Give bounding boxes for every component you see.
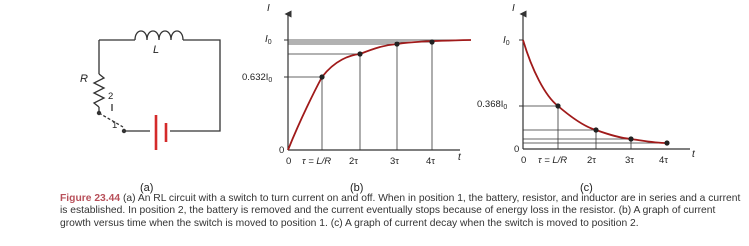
growth-point-1t: [319, 74, 324, 79]
decay-x-tick-2: 2τ: [587, 155, 597, 166]
growth-x-tick-3: 3τ: [390, 156, 400, 167]
growth-x-tick-2: 2τ: [349, 156, 359, 167]
decay-x-tick-0: 0: [521, 155, 527, 166]
growth-curve: [288, 40, 471, 150]
decay-y-axis-label: I: [512, 3, 515, 14]
decay-x-axis-label: t: [692, 149, 695, 160]
decay-guides: [523, 106, 667, 149]
graph-growth: [242, 3, 471, 194]
resistor-label: R: [80, 73, 88, 85]
inductor-coil: [135, 31, 183, 40]
growth-x-tick-4: 4τ: [426, 156, 436, 167]
growth-y-tick-zero: 0: [279, 145, 285, 156]
decay-x-tick-4: 4τ: [659, 155, 669, 166]
growth-y-tick-top: $I_0$: [265, 34, 272, 46]
growth-x-tick-1: τ = L/R: [302, 156, 332, 167]
growth-y-axis-label: I: [267, 3, 270, 14]
decay-x-tick-1: τ = L/R: [538, 155, 568, 166]
switch-position-2-label: 2: [108, 91, 114, 102]
decay-y-tick-mid: $0.368I_0$: [477, 99, 508, 111]
switch-position-1-label: 1: [112, 120, 118, 131]
growth-y-tick-mid: $0.632I_0$: [242, 72, 273, 84]
growth-x-tick-0: 0: [286, 156, 292, 167]
decay-point-4t: [664, 140, 669, 145]
contact-1: [122, 129, 126, 133]
panel-b-label: (b): [350, 182, 364, 194]
decay-point-2t: [593, 127, 598, 132]
inductor-label: L: [153, 44, 160, 56]
decay-point-1t: [555, 103, 560, 108]
growth-point-3t: [394, 41, 399, 46]
bottom-wire-right: [170, 128, 220, 131]
graph-decay: [477, 3, 696, 194]
decay-y-tick-top: $I_0$: [503, 35, 510, 47]
top-wire-right: [183, 40, 220, 128]
resistor: [94, 74, 104, 107]
panel-c-label: (c): [580, 182, 593, 194]
switch-pivot: [97, 111, 101, 115]
figure-caption-text: (a) An RL circuit with a switch to turn current on and off. When in position 1, the battery, resistor, and inductor are in series and a current is established. In position 2, the battery is removed and the current eventually stops because of energy loss in the resistor. (b) A graph of current growth versus time when the switch is moved to position 1. (c) A graph of current decay when the switch is moved to position 2.: [60, 193, 741, 229]
growth-guides: [288, 40, 471, 150]
decay-point-3t: [628, 136, 633, 141]
switch-blade: [99, 113, 123, 127]
figure-caption-label: Figure 23.44: [60, 193, 121, 204]
decay-x-tick-3: 3τ: [625, 155, 635, 166]
battery: [156, 115, 166, 150]
decay-y-tick-zero: 0: [514, 144, 520, 155]
growth-point-4t: [429, 39, 434, 44]
growth-x-axis-label: t: [458, 152, 461, 163]
decay-curve: [523, 40, 667, 143]
figure-caption: [60, 193, 744, 230]
panel-a-label: (a): [140, 182, 154, 194]
growth-point-2t: [357, 51, 362, 56]
